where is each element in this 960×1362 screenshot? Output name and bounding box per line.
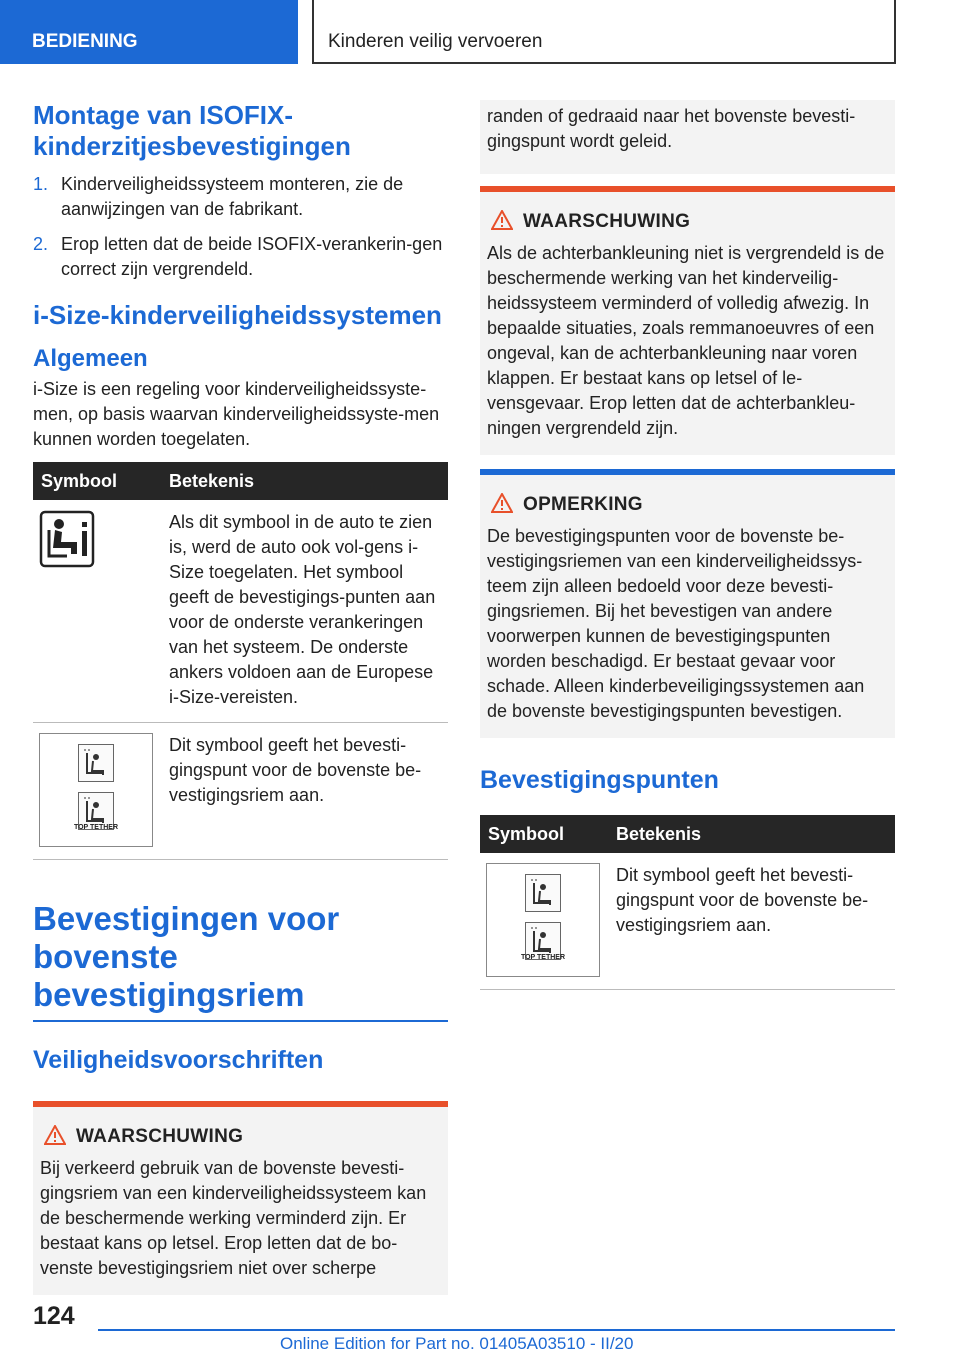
chapter-title: Kinderen veilig vervoeren	[312, 0, 896, 64]
table-header-meaning: Betekenis	[161, 462, 448, 500]
step-number: 1.	[33, 174, 49, 194]
step-text: Erop letten dat de beide ISOFIX-verankerin-gen correct zijn vergrendeld.	[61, 234, 443, 279]
page-number: 124	[33, 1302, 75, 1330]
continued-text: randen of gedraaid naar het bovenste bevesti-gingspunt wordt geleid.	[487, 106, 856, 151]
tether-symbol-cell	[480, 853, 608, 990]
top-tether-label: TOP TETHER	[520, 954, 566, 961]
warning-label: WAARSCHUWING	[76, 1126, 244, 1147]
warning-text: Als de achterbankleuning niet is vergrendeld is de beschermende werking van het kinderveilig-heidssysteem verminderd of volledig afwezig. In bepaalde situaties, zoals remmanoeuvres of een ongeval, kan de achterbankleuning naar voren klappen. Er bestaat kans op letsel of le-vensgevaar. Erop letten dat de achterbankleu-ningen vergrendeld zijn.	[487, 243, 885, 438]
tether-meaning-cell: Dit symbool geeft het bevesti-gingspunt voor de bovenste be-vestigingsriem aan.	[608, 853, 895, 990]
mount-heading: Bevestigingen voor bovenste bevestigingsriem	[33, 900, 340, 1013]
isize-meaning-cell: Als dit symbool in de auto te zien is, werd de auto ook vol-gens i-Size toegelaten. Het symbool geeft de bevestigings-punten aan voor de onderste verankeringen van het systeem. De onderste ankers voldoen aan de Europese i-Size-vereisten.	[161, 500, 448, 723]
footer-rule	[98, 1329, 895, 1331]
warning-triangle-icon	[491, 210, 513, 230]
step-item	[33, 172, 448, 222]
table-row	[33, 500, 448, 723]
tether-seat-icon	[525, 874, 561, 912]
isize-symbol-table	[33, 462, 448, 860]
warning-triangle-icon	[44, 1125, 66, 1145]
section-tab: BEDIENING	[0, 0, 298, 64]
continued-warning-box	[480, 100, 895, 174]
table-header-symbol: Symbool	[480, 815, 608, 853]
tether-symbol-cell	[33, 723, 161, 860]
step-item	[33, 232, 448, 282]
general-heading: Algemeen	[33, 345, 148, 372]
warning-triangle-icon	[491, 493, 513, 513]
note-box	[480, 469, 895, 738]
note-text: De bevestigingspunten voor de bovenste be-vestigingsriemen van een kinderveiligheidssys-teem zijn alleen bedoeld voor deze bevesti-gingsriemen. Bij het bevestigen van andere voorwerpen kunnen de bevestigingspunten worden beschadigd. Er bestaat gevaar voor schade. Alleen kinderbeveiligingssystemen aan de bovenste bevestigingspunten bevestigen.	[487, 526, 865, 721]
table-header-meaning: Betekenis	[608, 815, 895, 853]
general-text: i-Size is een regeling voor kinderveiligheidssyste-men, op basis waarvan kinderveiligheidssyste-men kunnen worden toegelaten.	[33, 379, 440, 449]
warning-box	[480, 186, 895, 455]
left-column	[33, 100, 448, 1295]
note-heading	[487, 493, 887, 516]
note-label: OPMERKING	[523, 494, 643, 515]
step-text: Kinderveiligheidssysteem monteren, zie de aanwijzingen van de fabrikant.	[61, 174, 404, 219]
warning-text: Bij verkeerd gebruik van de bovenste bevesti-gingsriem van een kinderveiligheidssysteem kan de beschermende werking verminderd zijn. Er bestaat kans op letsel. Erop letten dat de bo-venste bevestigingsriem niet over scherpe	[40, 1158, 427, 1278]
top-tether-label: TOP TETHER	[73, 824, 119, 831]
warning-heading	[40, 1125, 440, 1148]
top-tether-icon	[39, 733, 153, 847]
table-header-symbol: Symbool	[33, 462, 161, 500]
isofix-heading: Montage van ISOFIX-kinderzitjesbevestigingen	[33, 100, 351, 161]
table-row	[480, 853, 895, 990]
warning-heading	[487, 210, 887, 233]
step-number: 2.	[33, 234, 49, 254]
top-tether-icon	[486, 863, 600, 977]
tether-seat-icon	[78, 744, 114, 782]
isize-symbol-cell	[33, 500, 161, 723]
warning-label: WAARSCHUWING	[523, 211, 691, 232]
safety-heading: Veiligheidsvoorschriften	[33, 1046, 324, 1074]
isize-heading: i-Size-kinderveiligheidssystemen	[33, 300, 442, 330]
heading-underline	[33, 1020, 448, 1022]
warning-box	[33, 1101, 448, 1295]
footer-edition: Online Edition for Part no. 01405A03510 - II/20	[280, 1334, 634, 1353]
isize-seat-icon	[39, 510, 95, 568]
table-row	[33, 723, 448, 860]
tether-meaning-cell: Dit symbool geeft het bevesti-gingspunt voor de bovenste be-vestigingsriem aan.	[161, 723, 448, 860]
points-symbol-table	[480, 815, 895, 990]
points-heading: Bevestigingspunten	[480, 766, 719, 794]
right-column	[480, 100, 895, 990]
isofix-steps	[33, 172, 448, 282]
